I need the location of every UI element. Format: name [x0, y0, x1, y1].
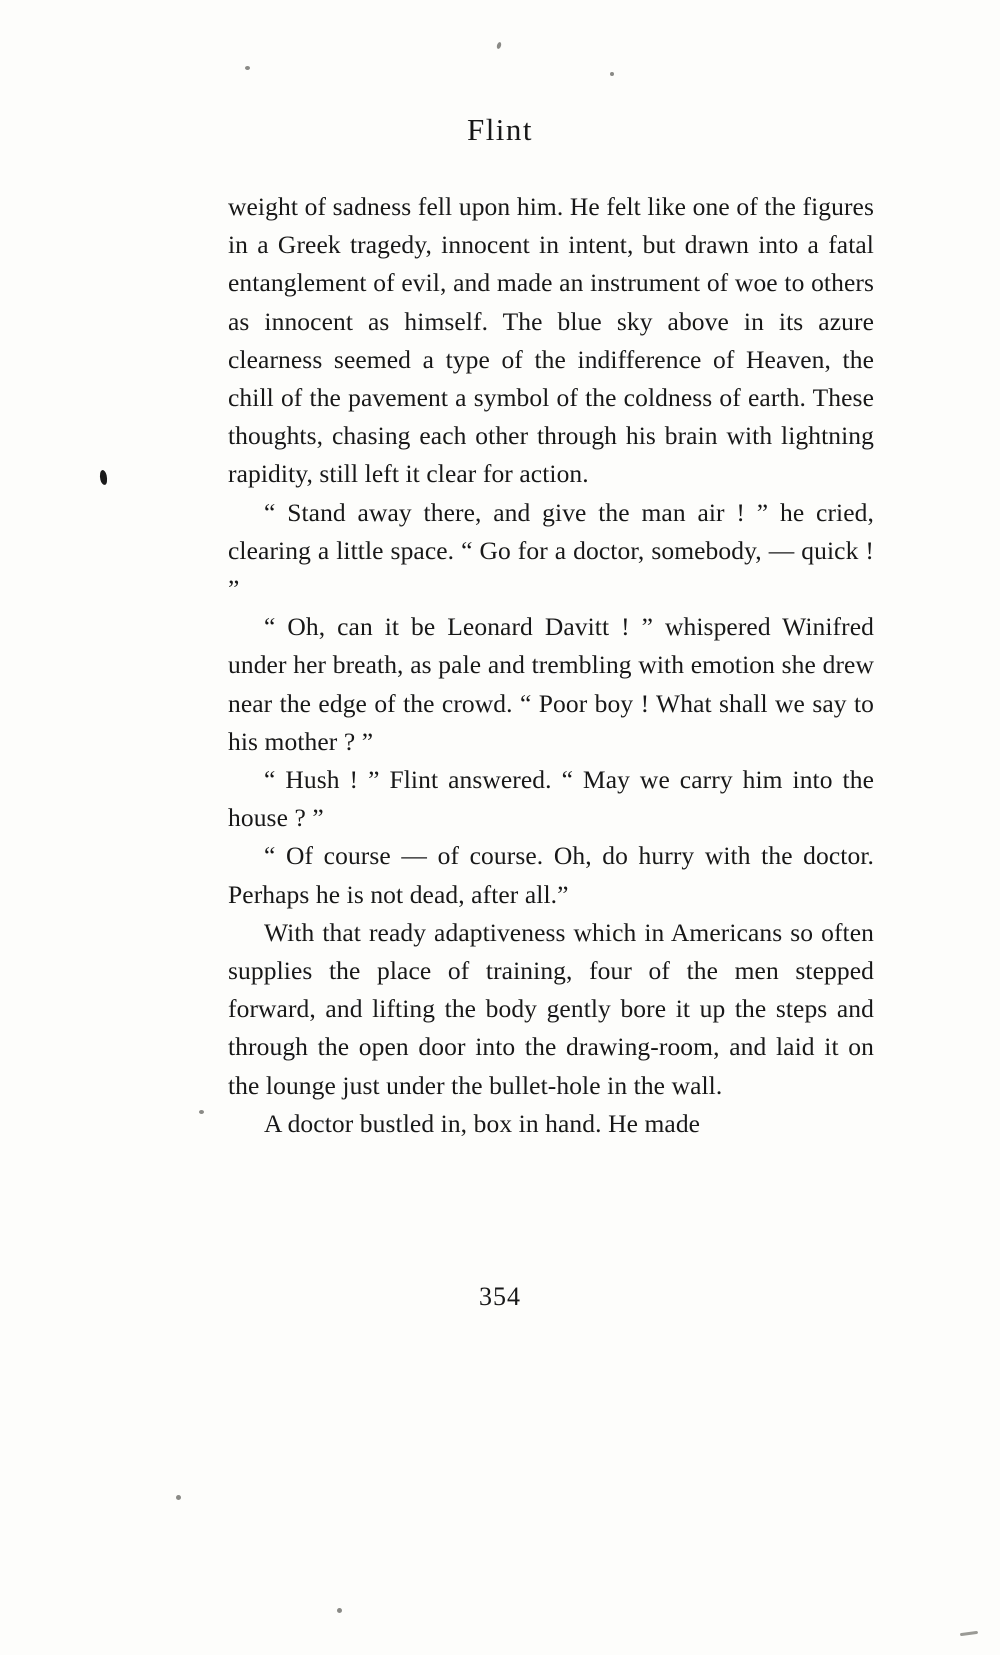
- paragraph-hush: “ Hush ! ” Flint answered. “ May we carry him into the house ? ”: [228, 765, 874, 833]
- scan-speck-icon: [199, 1110, 204, 1114]
- scan-speck-icon: [176, 1495, 181, 1500]
- page-number: 354: [479, 1282, 521, 1311]
- scan-speck-icon: [245, 66, 250, 70]
- body-text-block: [228, 188, 874, 1143]
- paragraph-stand-away: “ Stand away there, and give the man air ! ” he cried, clearing a little space. “ Go for a doctor, somebody, — quick ! ”: [228, 497, 874, 604]
- paragraph-with-that: With that ready adaptiveness which in Americans so often supplies the place of training, four of the men stepped forward, and lifting the body gently bore it up the steps and through the open door into the drawing-room, and laid it on the lounge just under the bullet-hole in the wall.: [228, 917, 874, 1100]
- paragraph-a-doctor: A doctor bustled in, box in hand. He made: [264, 1108, 701, 1138]
- paragraph-continued: weight of sadness fell upon him. He felt like one of the figures in a Greek tragedy, innocent in intent, but drawn into a fatal entanglement of evil, and made an instrument of woe to others as innocent as himself. The blue sky above in its azure clearness seemed a type of the indifference of Heaven, the chill of the pavement a symbol of the coldness of earth. These thoughts, chasing each other through his brain with lightning rapidity, still left it clear for action.: [228, 192, 874, 489]
- scan-speck-icon: [960, 1631, 978, 1636]
- running-head: Flint: [466, 112, 534, 147]
- scan-speck-icon: [337, 1608, 342, 1613]
- paragraph-oh-can-it-be: “ Oh, can it be Leonard Davitt ! ” whispered Winifred under her breath, as pale and trembling with emotion she drew near the edge of the crowd. “ Poor boy ! What shall we say to his mother ? ”: [228, 612, 874, 756]
- margin-ink-mark-icon: [99, 469, 109, 485]
- paragraph-of-course: “ Of course — of course. Oh, do hurry with the doctor. Perhaps he is not dead, after all.”: [228, 841, 874, 909]
- scan-speck-icon: [496, 42, 502, 50]
- scan-speck-icon: [610, 72, 614, 76]
